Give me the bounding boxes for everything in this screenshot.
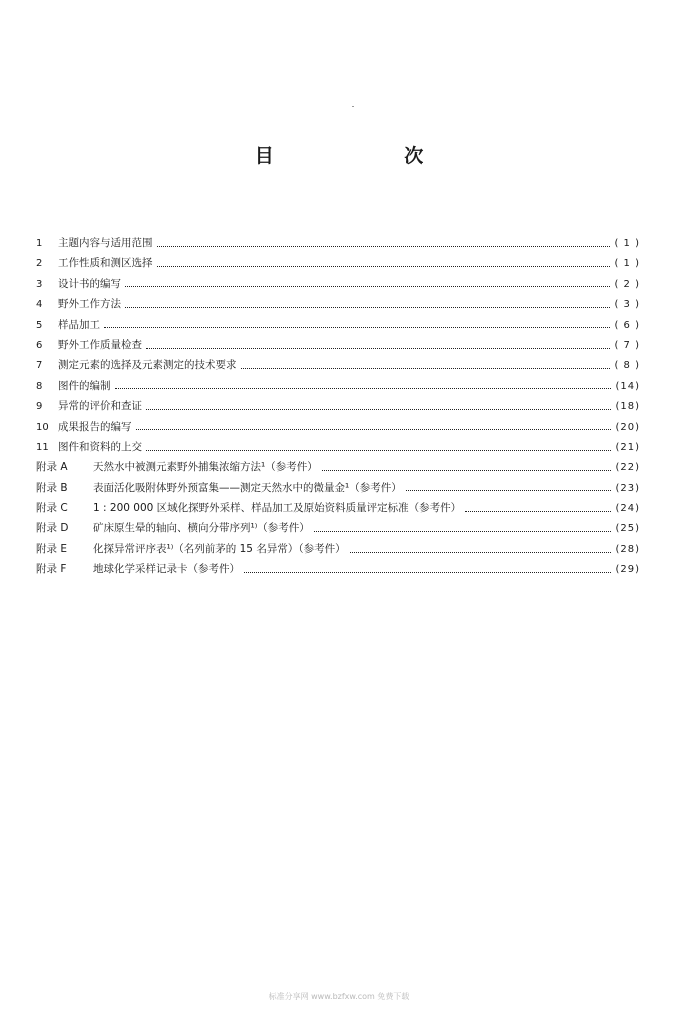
toc-entry-number: 4 <box>36 299 43 311</box>
toc-entry[interactable] <box>36 396 640 416</box>
toc-entry-number: 11 <box>36 441 49 453</box>
toc-entry-number: 附录 B <box>36 481 68 494</box>
toc-dot-leader <box>350 552 612 553</box>
toc-entry[interactable] <box>36 457 640 477</box>
toc-dot-leader <box>146 450 611 451</box>
toc-dot-leader <box>115 388 612 389</box>
toc-entry[interactable] <box>36 376 640 396</box>
toc-entry-number: 附录 F <box>36 563 67 576</box>
toc-dot-leader <box>157 246 611 247</box>
toc-entry[interactable] <box>36 355 640 375</box>
toc-entry-number: 8 <box>36 380 43 392</box>
toc-dot-leader <box>136 429 612 430</box>
toc-entry-page: (28) <box>615 543 640 555</box>
toc-entry-number: 附录 D <box>36 522 69 535</box>
toc-entry[interactable] <box>36 498 640 518</box>
toc-entry-page: (25) <box>615 523 640 535</box>
toc-entry-title: 野外工作质量检查 <box>58 338 142 351</box>
toc-entry[interactable] <box>36 518 640 538</box>
toc-entry-title: 图件和资料的上交 <box>58 440 142 453</box>
toc-entry-number: 10 <box>36 421 49 433</box>
toc-entry-number: 3 <box>36 278 43 290</box>
toc-entry-page: ( 7 ) <box>614 339 640 351</box>
toc-entry-page: ( 8 ) <box>614 360 640 372</box>
toc-entry-number: 1 <box>36 238 43 249</box>
toc-entry-title: 野外工作方法 <box>58 298 121 311</box>
toc-entry-page: ( 1 ) <box>614 238 640 249</box>
toc-entry-page: (29) <box>615 564 640 576</box>
page-title: 目 次 <box>254 145 486 167</box>
toc-entry-number: 2 <box>36 258 43 270</box>
toc-dot-leader <box>244 572 611 573</box>
toc-entry[interactable] <box>36 253 640 273</box>
toc-dot-leader <box>125 307 610 308</box>
toc-entry-page: ( 1 ) <box>614 258 640 270</box>
toc-entry-page: (14) <box>615 380 640 392</box>
toc-entry-title: 地球化学采样记录卡（参考件） <box>93 563 240 576</box>
toc-entry-page: ( 6 ) <box>614 319 640 331</box>
toc-entry[interactable] <box>36 539 640 559</box>
toc-entry-number: 附录 C <box>36 502 68 515</box>
toc-entry-number: 附录 E <box>36 542 67 555</box>
toc-entry-page: (23) <box>615 482 640 494</box>
toc-entry-title: 样品加工 <box>58 318 100 331</box>
table-of-contents <box>36 233 640 580</box>
toc-entry-title: 天然水中被测元素野外捕集浓缩方法¹（参考件） <box>93 461 318 474</box>
toc-entry-number: 5 <box>36 319 43 331</box>
toc-entry-title: 成果报告的编写 <box>58 420 132 433</box>
toc-entry-number: 7 <box>36 360 43 372</box>
toc-entry[interactable] <box>36 478 640 498</box>
toc-entry-title: 化探异常评序表¹⁾（名列前茅的 15 名异常）（参考件） <box>93 542 346 555</box>
toc-entry-title: 设计书的编写 <box>58 277 121 290</box>
toc-dot-leader <box>241 368 611 369</box>
toc-entry[interactable] <box>36 233 640 253</box>
toc-entry[interactable] <box>36 559 640 579</box>
footer-watermark: 标准分享网 www.bzfxw.com 免费下载 <box>268 992 410 1001</box>
toc-entry[interactable] <box>36 417 640 437</box>
toc-entry-title: 1 : 200 000 区域化探野外采样、样品加工及原始资料质量评定标准（参考件） <box>93 502 462 515</box>
toc-entry-page: (22) <box>615 462 640 474</box>
toc-entry-title: 表面活化吸附体野外预富集——测定天然水中的微量金¹（参考件） <box>93 481 402 494</box>
toc-entry-title: 异常的评价和查证 <box>58 400 142 413</box>
toc-dot-leader <box>125 286 610 287</box>
toc-entry-page: (20) <box>615 421 640 433</box>
toc-entry[interactable] <box>36 294 640 314</box>
toc-dot-leader <box>406 490 612 491</box>
toc-dot-leader <box>465 511 611 512</box>
toc-entry[interactable] <box>36 274 640 294</box>
toc-entry[interactable] <box>36 437 640 457</box>
toc-entry-title: 工作性质和测区选择 <box>58 257 153 270</box>
toc-dot-leader <box>146 409 611 410</box>
toc-entry-page: (21) <box>615 441 640 453</box>
toc-entry[interactable] <box>36 315 640 335</box>
toc-entry-page: (18) <box>615 401 640 413</box>
toc-dot-leader <box>104 327 610 328</box>
toc-dot-leader <box>314 531 612 532</box>
toc-entry-number: 6 <box>36 339 43 351</box>
toc-entry-title: 主题内容与适用范围 <box>58 237 153 249</box>
toc-entry-page: ( 2 ) <box>614 278 640 290</box>
toc-entry-page: (24) <box>615 503 640 515</box>
toc-entry-number: 附录 A <box>36 461 68 474</box>
toc-entry-title: 测定元素的选择及元素测定的技术要求 <box>58 359 237 372</box>
toc-entry-page: ( 3 ) <box>614 299 640 311</box>
toc-dot-leader <box>157 266 611 267</box>
toc-dot-leader <box>322 470 612 471</box>
toc-entry-title: 矿床原生晕的轴向、横向分带序列¹⁾（参考件） <box>93 522 310 535</box>
toc-entry-number: 9 <box>36 401 43 413</box>
toc-entry[interactable] <box>36 335 640 355</box>
toc-entry-title: 图件的编制 <box>58 379 111 392</box>
scan-speck <box>352 106 354 107</box>
toc-dot-leader <box>146 348 610 349</box>
